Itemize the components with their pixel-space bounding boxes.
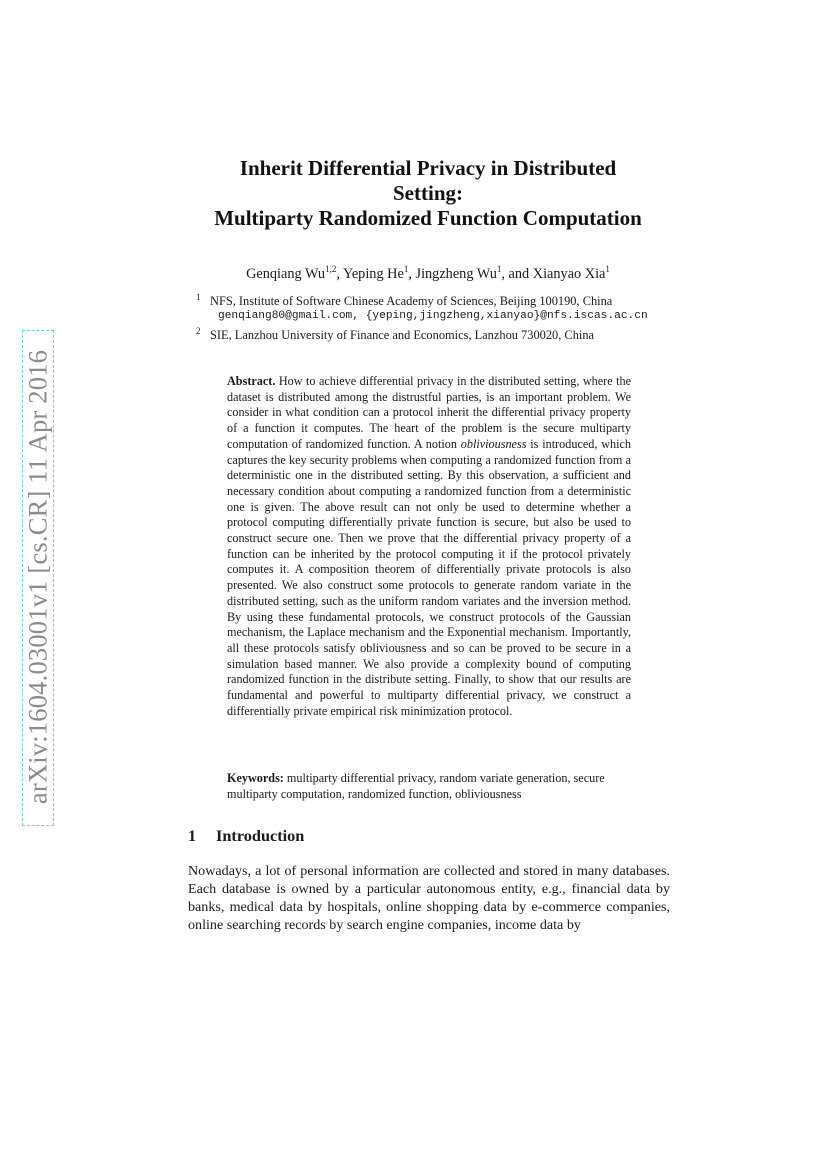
abstract — [227, 374, 631, 719]
author-name: Yeping He — [342, 265, 404, 282]
affiliation-1 — [196, 290, 666, 309]
author-list: Genqiang Wu$^{1,2}$, Yeping He$^1$, Jingzheng Wu$^1$, and Xianyao Xia$^1$ — [246, 264, 610, 282]
affiliations — [196, 290, 666, 343]
title-line-1: Inherit Differential Privacy in Distributed — [239, 156, 617, 180]
keywords-label: Keywords: — [227, 771, 284, 785]
abstract-text-part-1: How to achieve differential privacy in the distributed setting, where the dataset is distributed among the distrustful parties, is an important problem. We consider in what condition can a protocol inherit the differential privacy property of a function it computes. The heart of the problem is the secure multiparty computation of randomized function. A notion — [227, 374, 632, 451]
author-affiliation-mark: 1 — [496, 264, 502, 274]
title-line-2: Setting: — [393, 181, 463, 205]
abstract-label: Abstract. — [227, 374, 276, 388]
keywords — [227, 771, 631, 802]
affiliation-mark: 2 — [196, 326, 201, 337]
affiliation-mark: 1 — [196, 292, 201, 302]
section-number: 1 — [188, 826, 197, 845]
author-name: Xianyao Xia — [532, 265, 606, 282]
keywords-text: multiparty differential privacy, random variate generation, secure multiparty computation, randomized function, obliviousness — [227, 771, 605, 801]
author-name: Jingzheng Wu — [415, 265, 497, 282]
title-line-3: Multiparty Randomized Function Computation — [214, 206, 642, 230]
author-name: Genqiang Wu — [246, 265, 326, 282]
abstract-emphasized-term: obliviousness — [460, 436, 527, 451]
section-heading — [188, 826, 304, 846]
arxiv-stamp-text: arXiv:1604.03001v1 [cs.CR] 11 Apr 2016 — [22, 349, 53, 805]
affiliation-text: SIE, Lanzhou University of Finance and Economics, Lanzhou 730020, China — [210, 328, 595, 343]
author-affiliation-mark: 1,2 — [325, 264, 337, 274]
affiliation-2 — [196, 324, 666, 343]
arxiv-identifier-stamp — [22, 330, 54, 826]
affiliation-text: NFS, Institute of Software Chinese Academy of Sciences, Beijing 100190, China — [210, 294, 613, 309]
abstract-text-part-2: is introduced, which captures the key security problems when computing a randomized function from a deterministic one in the distributed setting. By this observation, a sufficient and necessary condition about computing a randomized function from a deterministic one is given. The above result can not only be used to determine whether a protocol computing differentially private function is secure, but also be used to construct secure one. Then we prove that the differential privacy property of a function can be inherited by the protocol computing it if the protocol privately computes it. A composition theorem of differentially private protocols is also presented. We also construct some protocols to generate random variate in the distributed setting, such as the uniform random variates and the inversion method. By using these fundamental protocols, we construct protocols of the Gaussian mechanism, the Laplace mechanism and the Exponential mechanism. Importantly, all these protocols satisfy obliviousness and so can be proved to be secure in a simulation based manner. We also provide a complexity bound of computing randomized function in the distribute setting. Finally, to show that our results are fundamental and powerful to multiparty differential privacy, we construct a differentially private empirical risk minimization protocol. — [227, 436, 632, 718]
author-affiliation-mark: 1 — [403, 264, 409, 274]
introduction-paragraph: Nowadays, a lot of personal information are collected and stored in many databases. Each database is owned by a particular autonomous entity, e.g., financial data by banks, medical data by hospitals, online shopping data by e-commerce companies, online searching records by search engine companies, income data by — [188, 863, 670, 933]
section-title: Introduction — [216, 826, 305, 845]
author-emails: genqiang80@gmail.com, {yeping,jingzheng,xianyao}@nfs.iscas.ac.cn — [218, 310, 648, 323]
paper-title — [150, 156, 706, 231]
author-affiliation-mark: 1 — [605, 264, 610, 274]
author-conjunction: and — [508, 265, 530, 282]
